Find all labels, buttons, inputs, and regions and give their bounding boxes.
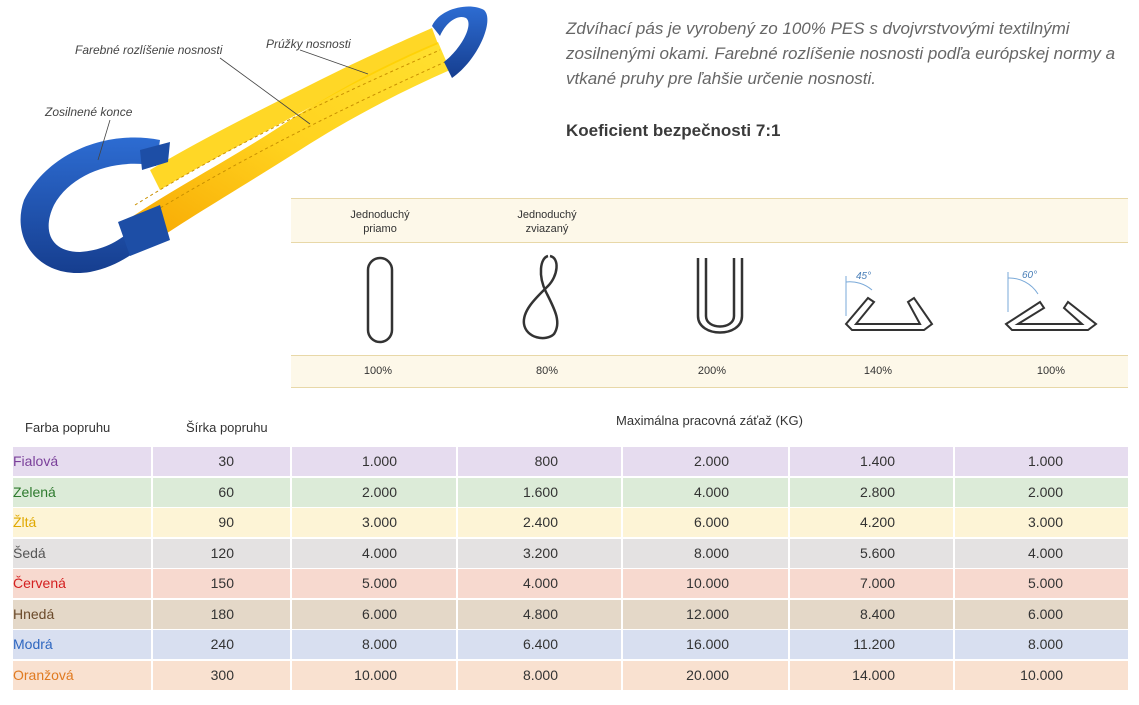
column-separator bbox=[456, 508, 458, 537]
load-cell: 2.400 bbox=[522, 514, 558, 530]
column-separator bbox=[290, 478, 292, 507]
mode-percent-2: 80% bbox=[535, 365, 559, 377]
load-cell: 20.000 bbox=[686, 666, 729, 683]
column-separator bbox=[788, 630, 790, 659]
column-separator bbox=[290, 569, 292, 598]
load-cell: 4.200 bbox=[859, 514, 895, 530]
load-cell: 6.400 bbox=[522, 636, 558, 652]
safety-factor: Koeficient bezpečnosti 7:1 bbox=[566, 121, 781, 140]
color-name-cell: Modrá bbox=[13, 636, 53, 652]
table-row bbox=[13, 630, 1128, 659]
mode-percent-5: 100% bbox=[1036, 365, 1066, 377]
callout-reinforced-ends: Zosilnené konce bbox=[45, 105, 133, 119]
column-separator bbox=[456, 569, 458, 598]
load-cell: 8.400 bbox=[859, 605, 895, 622]
color-name-cell: Žltá bbox=[13, 514, 37, 530]
mode-percent-4: 140% bbox=[863, 365, 893, 377]
mode-percent-3: 200% bbox=[697, 365, 727, 377]
column-separator bbox=[953, 447, 955, 476]
column-separator bbox=[788, 661, 790, 690]
column-separator bbox=[788, 539, 790, 568]
color-name-cell: Šedá bbox=[13, 544, 46, 561]
mode-label-1: Jednoduchý priamo bbox=[350, 209, 410, 235]
angle-60-label: 60° bbox=[1022, 270, 1038, 281]
color-name-cell: Oranžová bbox=[13, 666, 74, 683]
table-row bbox=[13, 539, 1128, 568]
load-cell: 5.600 bbox=[859, 544, 895, 561]
column-separator bbox=[621, 447, 623, 476]
u-basket-icon bbox=[692, 256, 748, 348]
load-cell: 4.000 bbox=[522, 575, 558, 591]
load-cell: 4.000 bbox=[1027, 544, 1063, 561]
column-separator bbox=[621, 508, 623, 537]
product-description: Zdvíhací pás je vyrobený zo 100% PES s dvojvrstvovými textilnými zosilnenými okami. Farebné rozlíšenie nosnosti podľa európskej normy a vtkané pruhy pre ľahšie určenie nosnosti. bbox=[566, 19, 1116, 88]
width-cell: 90 bbox=[218, 514, 234, 530]
column-separator bbox=[151, 630, 153, 659]
column-separator bbox=[621, 661, 623, 690]
choker-knot-icon bbox=[518, 252, 570, 344]
column-separator bbox=[953, 661, 955, 690]
load-cell: 7.000 bbox=[859, 575, 895, 591]
column-separator bbox=[953, 508, 955, 537]
column-separator bbox=[953, 478, 955, 507]
mode-label-2: Jednoduchý zviazaný bbox=[517, 209, 577, 235]
column-separator bbox=[290, 600, 292, 629]
load-cell: 1.000 bbox=[1027, 453, 1063, 469]
angle-45-icon bbox=[838, 266, 938, 336]
column-separator bbox=[621, 569, 623, 598]
column-separator bbox=[151, 600, 153, 629]
width-cell: 60 bbox=[218, 483, 234, 500]
color-name-cell: Zelená bbox=[13, 483, 56, 500]
load-cell: 6.000 bbox=[1027, 605, 1063, 622]
column-separator bbox=[290, 447, 292, 476]
load-cell: 5.000 bbox=[1027, 575, 1063, 591]
col-header-color: Farba popruhu bbox=[25, 420, 111, 435]
load-cell: 800 bbox=[534, 453, 558, 469]
width-cell: 120 bbox=[210, 544, 234, 561]
table-row bbox=[13, 478, 1128, 507]
load-cell: 4.000 bbox=[361, 544, 397, 561]
load-cell: 4.800 bbox=[522, 605, 558, 622]
column-separator bbox=[151, 508, 153, 537]
column-separator bbox=[151, 447, 153, 476]
callout-stripes: Prúžky nosnosti bbox=[266, 37, 351, 51]
load-cell: 3.000 bbox=[1027, 514, 1063, 530]
color-name-cell: Červená bbox=[13, 575, 66, 591]
width-cell: 180 bbox=[210, 605, 234, 622]
table-row bbox=[13, 600, 1128, 629]
column-separator bbox=[788, 478, 790, 507]
column-separator bbox=[953, 539, 955, 568]
width-cell: 240 bbox=[210, 636, 234, 652]
load-cell: 1.600 bbox=[522, 483, 558, 500]
column-separator bbox=[290, 630, 292, 659]
column-separator bbox=[621, 478, 623, 507]
column-separator bbox=[953, 569, 955, 598]
load-cell: 10.000 bbox=[1020, 666, 1063, 683]
column-separator bbox=[456, 600, 458, 629]
table-row bbox=[13, 661, 1128, 690]
load-cell: 10.000 bbox=[686, 575, 729, 591]
column-separator bbox=[151, 661, 153, 690]
load-cell: 4.000 bbox=[693, 483, 729, 500]
column-separator bbox=[788, 569, 790, 598]
column-separator bbox=[788, 447, 790, 476]
load-cell: 11.200 bbox=[853, 636, 895, 652]
color-name-cell: Hnedá bbox=[13, 605, 55, 622]
load-cell: 3.000 bbox=[361, 514, 397, 530]
table-row bbox=[13, 447, 1128, 476]
width-cell: 150 bbox=[210, 575, 234, 591]
column-separator bbox=[456, 447, 458, 476]
column-separator bbox=[290, 661, 292, 690]
load-cell: 2.000 bbox=[1027, 483, 1063, 500]
column-separator bbox=[290, 508, 292, 537]
load-cell: 12.000 bbox=[686, 605, 729, 622]
table-row bbox=[13, 508, 1128, 537]
column-separator bbox=[456, 539, 458, 568]
load-cell: 6.000 bbox=[693, 514, 729, 530]
load-cell: 8.000 bbox=[522, 666, 558, 683]
column-separator bbox=[456, 630, 458, 659]
load-cell: 5.000 bbox=[361, 575, 397, 591]
column-separator bbox=[151, 539, 153, 568]
column-separator bbox=[621, 630, 623, 659]
load-cell: 3.200 bbox=[522, 544, 558, 561]
vertical-loop-icon bbox=[360, 255, 400, 345]
callout-color-coding: Farebné rozlíšenie nosnosti bbox=[75, 43, 223, 57]
column-separator bbox=[788, 600, 790, 629]
mode-percent-1: 100% bbox=[363, 365, 393, 377]
column-separator bbox=[621, 600, 623, 629]
load-cell: 8.000 bbox=[361, 636, 397, 652]
column-separator bbox=[151, 478, 153, 507]
load-cell: 2.000 bbox=[361, 483, 397, 500]
width-cell: 30 bbox=[218, 453, 234, 469]
column-separator bbox=[621, 539, 623, 568]
load-cell: 8.000 bbox=[1027, 636, 1063, 652]
column-separator bbox=[788, 508, 790, 537]
col-header-max-load: Maximálna pracovná záťaž (KG) bbox=[616, 413, 803, 428]
col-header-width: Šírka popruhu bbox=[186, 420, 268, 435]
load-cell: 14.000 bbox=[852, 666, 895, 683]
load-cell: 1.400 bbox=[859, 453, 895, 469]
load-cell: 2.800 bbox=[859, 483, 895, 500]
angle-45-label: 45° bbox=[856, 271, 872, 282]
column-separator bbox=[456, 661, 458, 690]
load-cell: 10.000 bbox=[354, 666, 397, 683]
load-cell: 16.000 bbox=[686, 636, 729, 652]
column-separator bbox=[456, 478, 458, 507]
table-row bbox=[13, 569, 1128, 598]
column-separator bbox=[953, 600, 955, 629]
load-cell: 8.000 bbox=[693, 544, 729, 561]
width-cell: 300 bbox=[210, 666, 234, 683]
load-cell: 6.000 bbox=[361, 605, 397, 622]
column-separator bbox=[151, 569, 153, 598]
column-separator bbox=[953, 630, 955, 659]
angle-60-icon bbox=[1000, 266, 1100, 336]
load-cell: 1.000 bbox=[361, 453, 397, 469]
column-separator bbox=[290, 539, 292, 568]
load-cell: 2.000 bbox=[693, 453, 729, 469]
color-name-cell: Fialová bbox=[13, 453, 59, 469]
